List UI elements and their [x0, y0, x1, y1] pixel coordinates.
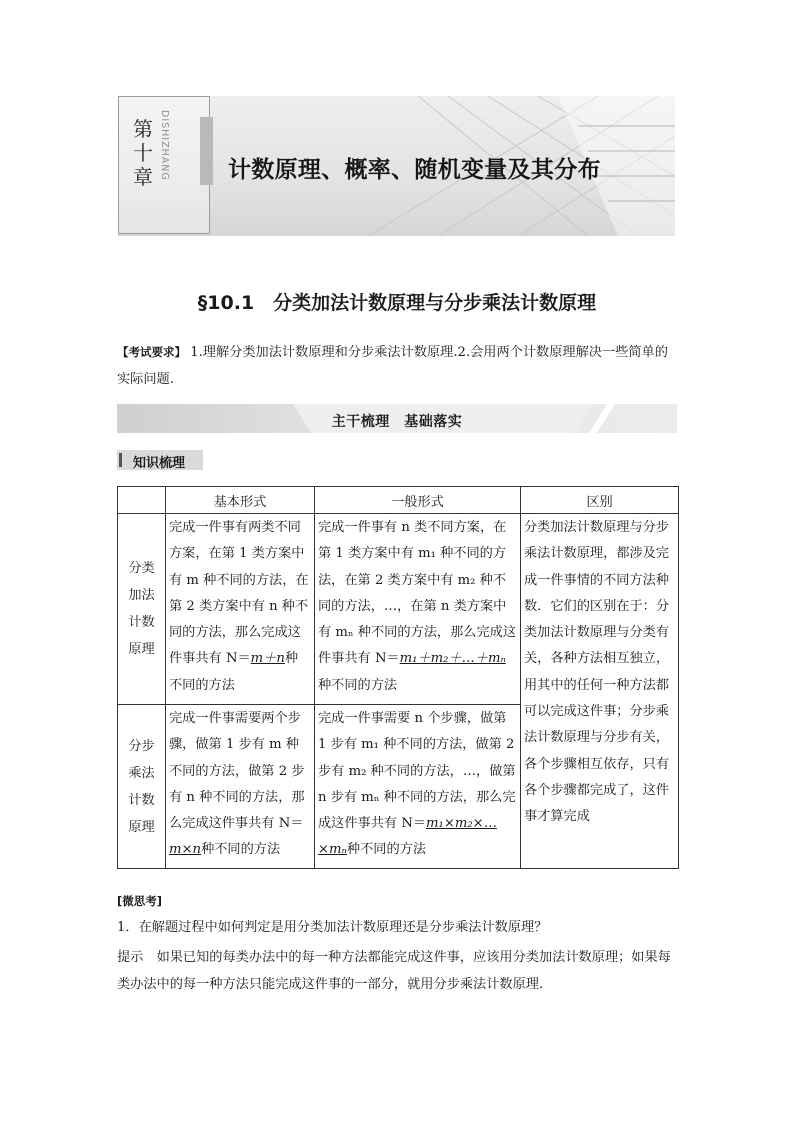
row-head-addition: 分类加法计数原理 [118, 514, 166, 705]
think-tag: [微思考] [117, 894, 163, 908]
chapter-label: 第十章 [133, 117, 153, 189]
basic-formula: m＋n [250, 651, 285, 667]
general-text-end: 种不同的方法 [318, 677, 398, 693]
think-question: 1．在解题过程中如何判定是用分类加法计数原理还是分步乘法计数原理？ [117, 920, 548, 935]
basic-formula: m×n [169, 842, 202, 858]
table-row [118, 514, 679, 705]
chapter-accent-bar [200, 117, 213, 185]
table-header-cell [118, 487, 166, 514]
row-head-multiplication: 分步乘法计数原理 [118, 705, 166, 869]
general-text: 完成一件事有 n 类不同方案，在第 1 类方案中有 m₁ 种不同的方法，在第 2 类方案中有 m₂ 种不同的方法，…，在第 n 类方案中有 mₙ 种不同的方法，那么完成这件事共有 N＝ [318, 520, 517, 667]
basic-text: 完成一件事需要两个步骤，做第 1 步有 m 种不同的方法，做第 2 步有 n 种不同的方法，那么完成这件事共有 N＝ [169, 711, 305, 832]
multiplication-basic-form [166, 705, 315, 869]
section-title: §10.1 分类加法计数原理与分步乘法计数原理 [197, 292, 597, 314]
requirements-text: 1.理解分类加法计数原理和分步乘法计数原理.2.会用两个计数原理解决一些简单的实际问题. [117, 345, 668, 387]
multiplication-general-form [315, 705, 521, 869]
table-header-cell: 基本形式 [166, 487, 315, 514]
table-header-cell: 一般形式 [315, 487, 521, 514]
table-header-row [118, 487, 679, 514]
general-text-end: 种不同的方法 [346, 842, 427, 858]
knowledge-tag-label: 知识梳理 [133, 456, 186, 471]
requirements-tag: 【考试要求】 [117, 345, 186, 359]
section-banner-title: 主干梳理 基础落实 [331, 414, 463, 430]
hint-text: 如果已知的每类办法中的每一种方法都能完成这件事，应该用分类加法计数原理；如果每类办法中的每一种方法只能完成这件事的一部分，就用分步乘法计数原理． [117, 950, 671, 992]
general-text: 完成一件事需要 n 个步骤，做第 1 步有 m₁ 种不同的方法，做第 2 步有 m₂ 种不同的方法，…，做第 n 步有 mₙ 种不同的方法，那么完成这件事共有 N＝ [318, 711, 516, 832]
general-formula: m₁＋m₂＋…＋mₙ [399, 651, 506, 667]
knowledge-tag-mark [119, 453, 122, 467]
basic-text-end: 种不同的方法 [201, 842, 281, 858]
table-header-cell: 区别 [521, 487, 679, 514]
chapter-title: 计数原理、概率、随机变量及其分布 [228, 157, 601, 183]
hint-label: 提示 [117, 950, 157, 965]
chapter-pinyin: DISHIZHANG [159, 110, 170, 181]
knowledge-table [117, 486, 679, 869]
exam-requirements [117, 339, 677, 393]
addition-basic-form [166, 514, 315, 705]
general-formula: m₁×m₂×…×mₙ [318, 816, 497, 858]
difference-cell: 分类加法计数原理与分步乘法计数原理，都涉及完成一件事情的不同方法种数．它们的区别在于：分类加法计数原理与分类有关，各种方法相互独立，用其中的任何一种方法都可以完成这件事；分步乘法计数原理与分步有关，各个步骤相互依存，只有各个步骤都完成了，这件事才算完成 [521, 514, 679, 869]
knowledge-tag [117, 450, 203, 470]
addition-general-form [315, 514, 521, 705]
think-hint [117, 944, 679, 998]
basic-text: 完成一件事有两类不同方案，在第 1 类方案中有 m 种不同的方法，在第 2 类方案中有 n 种不同的方法，那么完成这件事共有 N＝ [169, 520, 309, 667]
basic-text-end: 种不同的方法 [169, 651, 299, 693]
